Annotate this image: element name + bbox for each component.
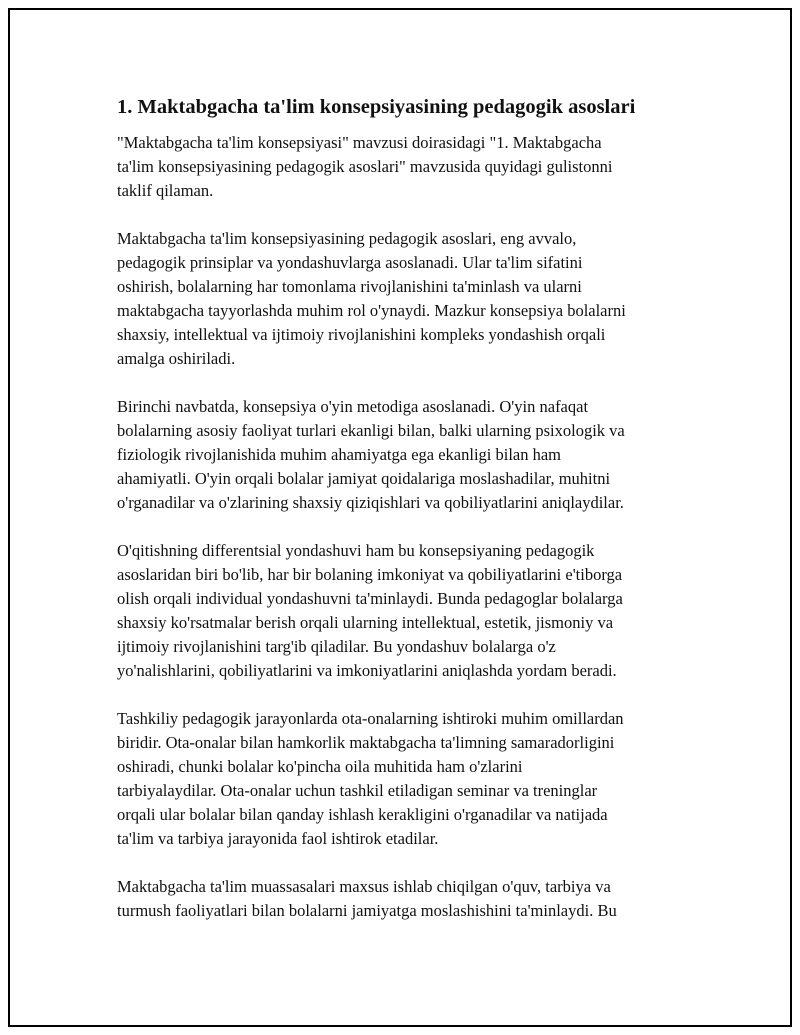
paragraph-line: tarbiyalaydilar. Ota-onalar uchun tashkil etiladigan seminar va treninglar [117,781,598,800]
paragraph-line: turmush faoliyatlari bilan bolalarni jamiyatga moslashishini ta'minlaydi. Bu [117,901,617,920]
paragraph [117,227,687,371]
document-body [117,92,687,947]
paragraph-line: Tashkiliy pedagogik jarayonlarda ota-onalarning ishtiroki muhim omillardan [117,709,624,728]
paragraph-list [117,131,687,923]
paragraph-line: Birinchi navbatda, konsepsiya o'yin metodiga asoslanadi. O'yin nafaqat [117,397,589,416]
paragraph-line: ahamiyatli. O'yin orqali bolalar jamiyat qoidalariga moslashadilar, muhitni [117,469,611,488]
paragraph-line: taklif qilaman. [117,181,214,200]
paragraph-line: pedagogik prinsiplar va yondashuvlarga asoslanadi. Ular ta'lim sifatini [117,253,583,272]
paragraph-line: yo'nalishlarini, qobiliyatlarini va imkoniyatlarini aniqlashda yordam beradi. [117,661,617,680]
paragraph [117,875,687,923]
paragraph-line: bolalarning asosiy faoliyat turlari ekanligi bilan, balki ularning psixologik va [117,421,625,440]
paragraph [117,131,687,203]
paragraph-line: ta'lim va tarbiya jarayonida faol ishtirok etadilar. [117,829,439,848]
paragraph-line: olish orqali individual yondashuvni ta'minlaydi. Bunda pedagoglar bolalarga [117,589,623,608]
paragraph-line: maktabgacha tayyorlashda muhim rol o'ynaydi. Mazkur konsepsiya bolalarni [117,301,626,320]
paragraph [117,539,687,683]
paragraph-line: amalga oshiriladi. [117,349,236,368]
document-title: 1. Maktabgacha ta'lim konsepsiyasining pedagogik asoslari [117,96,636,118]
paragraph-line: fiziologik rivojlanishida muhim ahamiyatga ega ekanligi bilan ham [117,445,562,464]
paragraph-line: O'qitishning differentsial yondashuvi ham bu konsepsiyaning pedagogik [117,541,595,560]
paragraph [117,707,687,851]
paragraph-line: ijtimoiy rivojlanishini targ'ib qiladilar. Bu yondashuv bolalarga o'z [117,637,556,656]
paragraph-line: oshirish, bolalarning har tomonlama rivojlanishini ta'minlash va ularni [117,277,582,296]
paragraph-line: "Maktabgacha ta'lim konsepsiyasi" mavzusi doirasidagi "1. Maktabgacha [117,133,602,152]
paragraph-line: Maktabgacha ta'lim muassasalari maxsus ishlab chiqilgan o'quv, tarbiya va [117,877,611,896]
paragraph-line: shaxsiy, intellektual va ijtimoiy rivojlanishini kompleks yondashish orqali [117,325,606,344]
paragraph-line: shaxsiy ko'rsatmalar berish orqali ularning intellektual, estetik, jismoniy va [117,613,614,632]
paragraph-line: oshiradi, chunki bolalar ko'pincha oila muhitida ham o'zlarini [117,757,523,776]
paragraph-line: asoslaridan biri bo'lib, har bir bolaning imkoniyat va qobiliyatlarini e'tiborga [117,565,623,584]
paragraph-line: o'rganadilar va o'zlarining shaxsiy qiziqishlari va qobiliyatlarini aniqlaydilar. [117,493,624,512]
paragraph-line: ta'lim konsepsiyasining pedagogik asoslari" mavzusida quyidagi gulistonni [117,157,613,176]
paragraph-line: orqali ular bolalar bilan qanday ishlash kerakligini o'rganadilar va natijada [117,805,608,824]
paragraph [117,395,687,515]
paragraph-line: biridir. Ota-onalar bilan hamkorlik maktabgacha ta'limning samaradorligini [117,733,615,752]
paragraph-line: Maktabgacha ta'lim konsepsiyasining pedagogik asoslari, eng avvalo, [117,229,577,248]
